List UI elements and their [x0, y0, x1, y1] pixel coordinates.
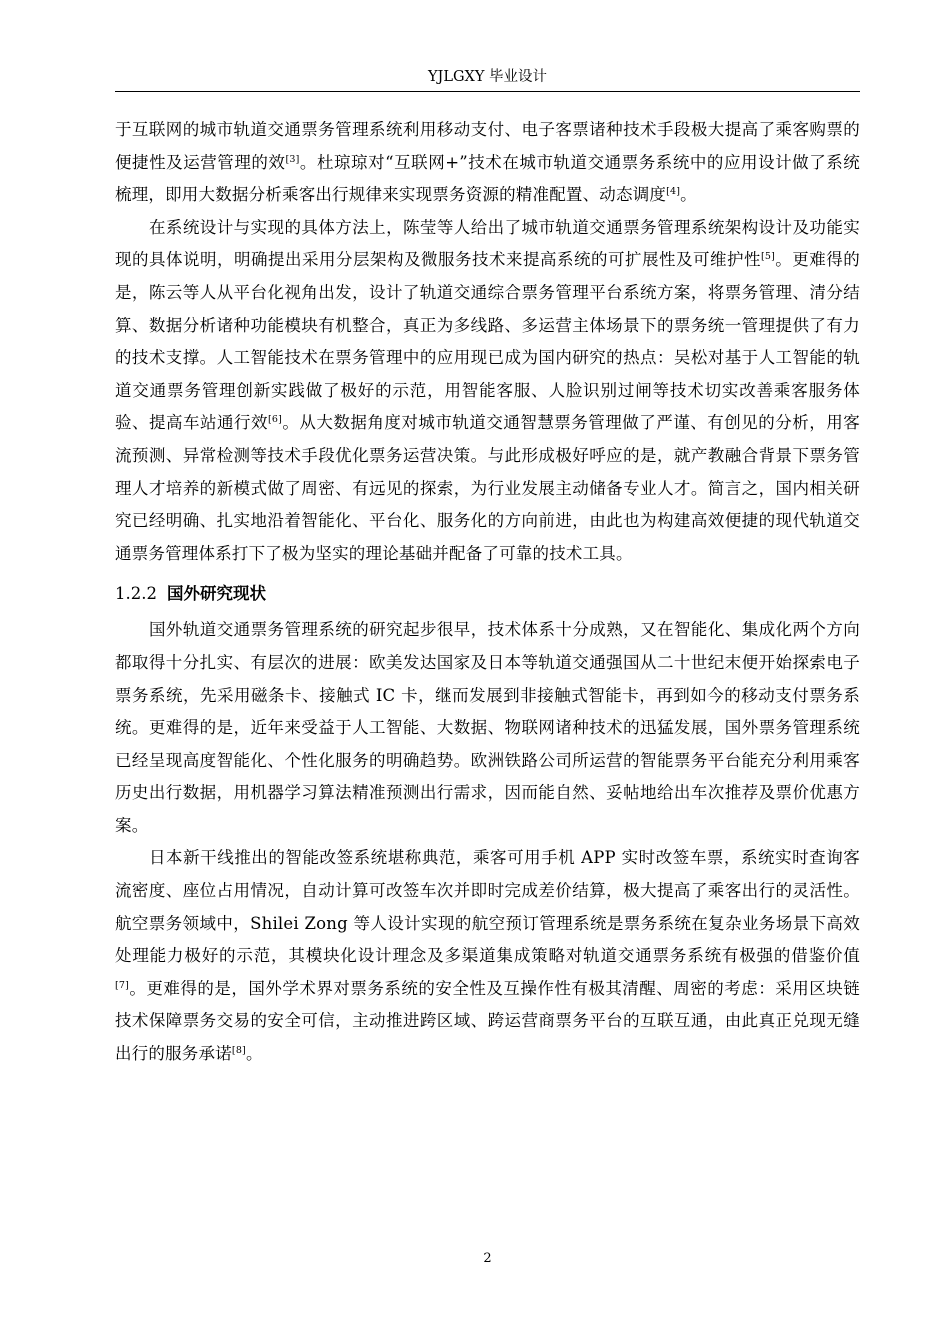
citation-ref: [8] [231, 1045, 246, 1057]
section-number: 1.2.2 [115, 584, 157, 604]
header-divider [115, 91, 860, 92]
paragraph-text: 。 [245, 1044, 263, 1064]
citation-ref: [6] [267, 414, 283, 426]
paragraph-text: 。从大数据角度对城市轨道交通智慧票务管理做了严谨、有创见的分析，用客流预测、异常检测等技术手段优化票务运营决策。与此形成极好呼应的是，就产教融合背景下票务管理人才培养的新模式做了周密、有远见的探索，为行业发展主动储备专业人才。简言之，国内相关研究已经明确、扎实地沿着智能化、平台化、服务化的方向前进，由此也为构建高效便捷的现代轨道交通票务管理体系打下了极为坚实的理论基础并配备了可靠的技术工具。 [115, 413, 860, 563]
paragraph-text: 。更难得的是，国外学术界对票务系统的安全性及互操作性有极其清醒、周密的考虑：采用区块链技术保障票务交易的安全可信，主动推进跨区域、跨运营商票务平台的互联互通，由此真正兑现无缝出行的服务承诺 [115, 978, 860, 1064]
paragraph-text: 。更难得的是，陈云等人从平台化视角出发，设计了轨道交通综合票务管理平台系统方案，将票务管理、清分结算、数据分析诸种功能模块有机整合，真正为多线路、多运营主体场景下的票务统一管理提供了有力的技术支撑。人工智能技术在票务管理中的应用现已成为国内研究的热点：吴松对基于人工智能的轨道交通票务管理创新实践做了极好的示范，用智能客服、人脸识别过闸等技术切实改善乘客服务体验、提高车站通行效 [115, 250, 860, 433]
page-body [115, 114, 860, 1071]
citation-ref: [4] [666, 186, 681, 198]
citation-ref: [7] [115, 979, 130, 991]
citation-ref: [3] [285, 153, 300, 165]
page-number: 2 [483, 1251, 492, 1266]
section-title: 国外研究现状 [167, 584, 266, 604]
paragraph-text: 国外轨道交通票务管理系统的研究起步很早，技术体系十分成熟，又在智能化、集成化两个方向都取得十分扎实、有层次的进展：欧美发达国家及日本等轨道交通强国从二十世纪末便开始探索电子票务系统，先采用磁条卡、接触式 IC 卡，继而发展到非接触式智能卡，再到如今的移动支付票务系统。更难得的是，近年来受益于人工智能、大数据、物联网诸种技术的迅猛发展，国外票务管理系统已经呈现高度智能化、个性化服务的明确趋势。欧洲铁路公司所运营的智能票务平台能充分利用乘客历史出行数据，用机器学习算法精准预测出行需求，因而能自然、妥帖地给出车次推荐及票价优惠方案。 [115, 620, 860, 835]
paragraph [115, 614, 860, 842]
paragraph-text: 。杜琼琼对“互联网+”技术在城市轨道交通票务系统中的应用设计做了系统梳理，即用大数据分析乘客出行规律来实现票务资源的精准配置、动态调度 [115, 152, 861, 205]
section-heading [115, 570, 860, 614]
citation-ref: [5] [760, 251, 775, 263]
paragraph-text: 于互联网的城市轨道交通票务管理系统利用移动支付、电子客票诸种技术手段极大提高了乘客购票的便捷性及运营管理的效 [115, 120, 860, 172]
paragraph-text: 。 [680, 185, 697, 205]
paragraph [115, 114, 860, 212]
paragraph [115, 842, 860, 1070]
page-header: YJLGXY 毕业设计 [427, 69, 548, 85]
paragraph-text: 在系统设计与实现的具体方法上，陈莹等人给出了城市轨道交通票务管理系统架构设计及功能实现的具体说明，明确提出采用分层架构及微服务技术来提高系统的可扩展性及可维护性 [115, 217, 860, 270]
paragraph [115, 212, 860, 571]
paragraph-text: 日本新干线推出的智能改签系统堪称典范，乘客可用手机 APP 实时改签车票，系统实时查询客流密度、座位占用情况，自动计算可改签车次并即时完成差价结算，极大提高了乘客出行的灵活性。航空票务领域中，Shilei Zong 等人设计实现的航空预订管理系统是票务系统在复杂业务场景下高效处理能力极好的示范，其模块化设计理念及多渠道集成策略对轨道交通票务系统有极强的借鉴价值 [115, 848, 860, 966]
